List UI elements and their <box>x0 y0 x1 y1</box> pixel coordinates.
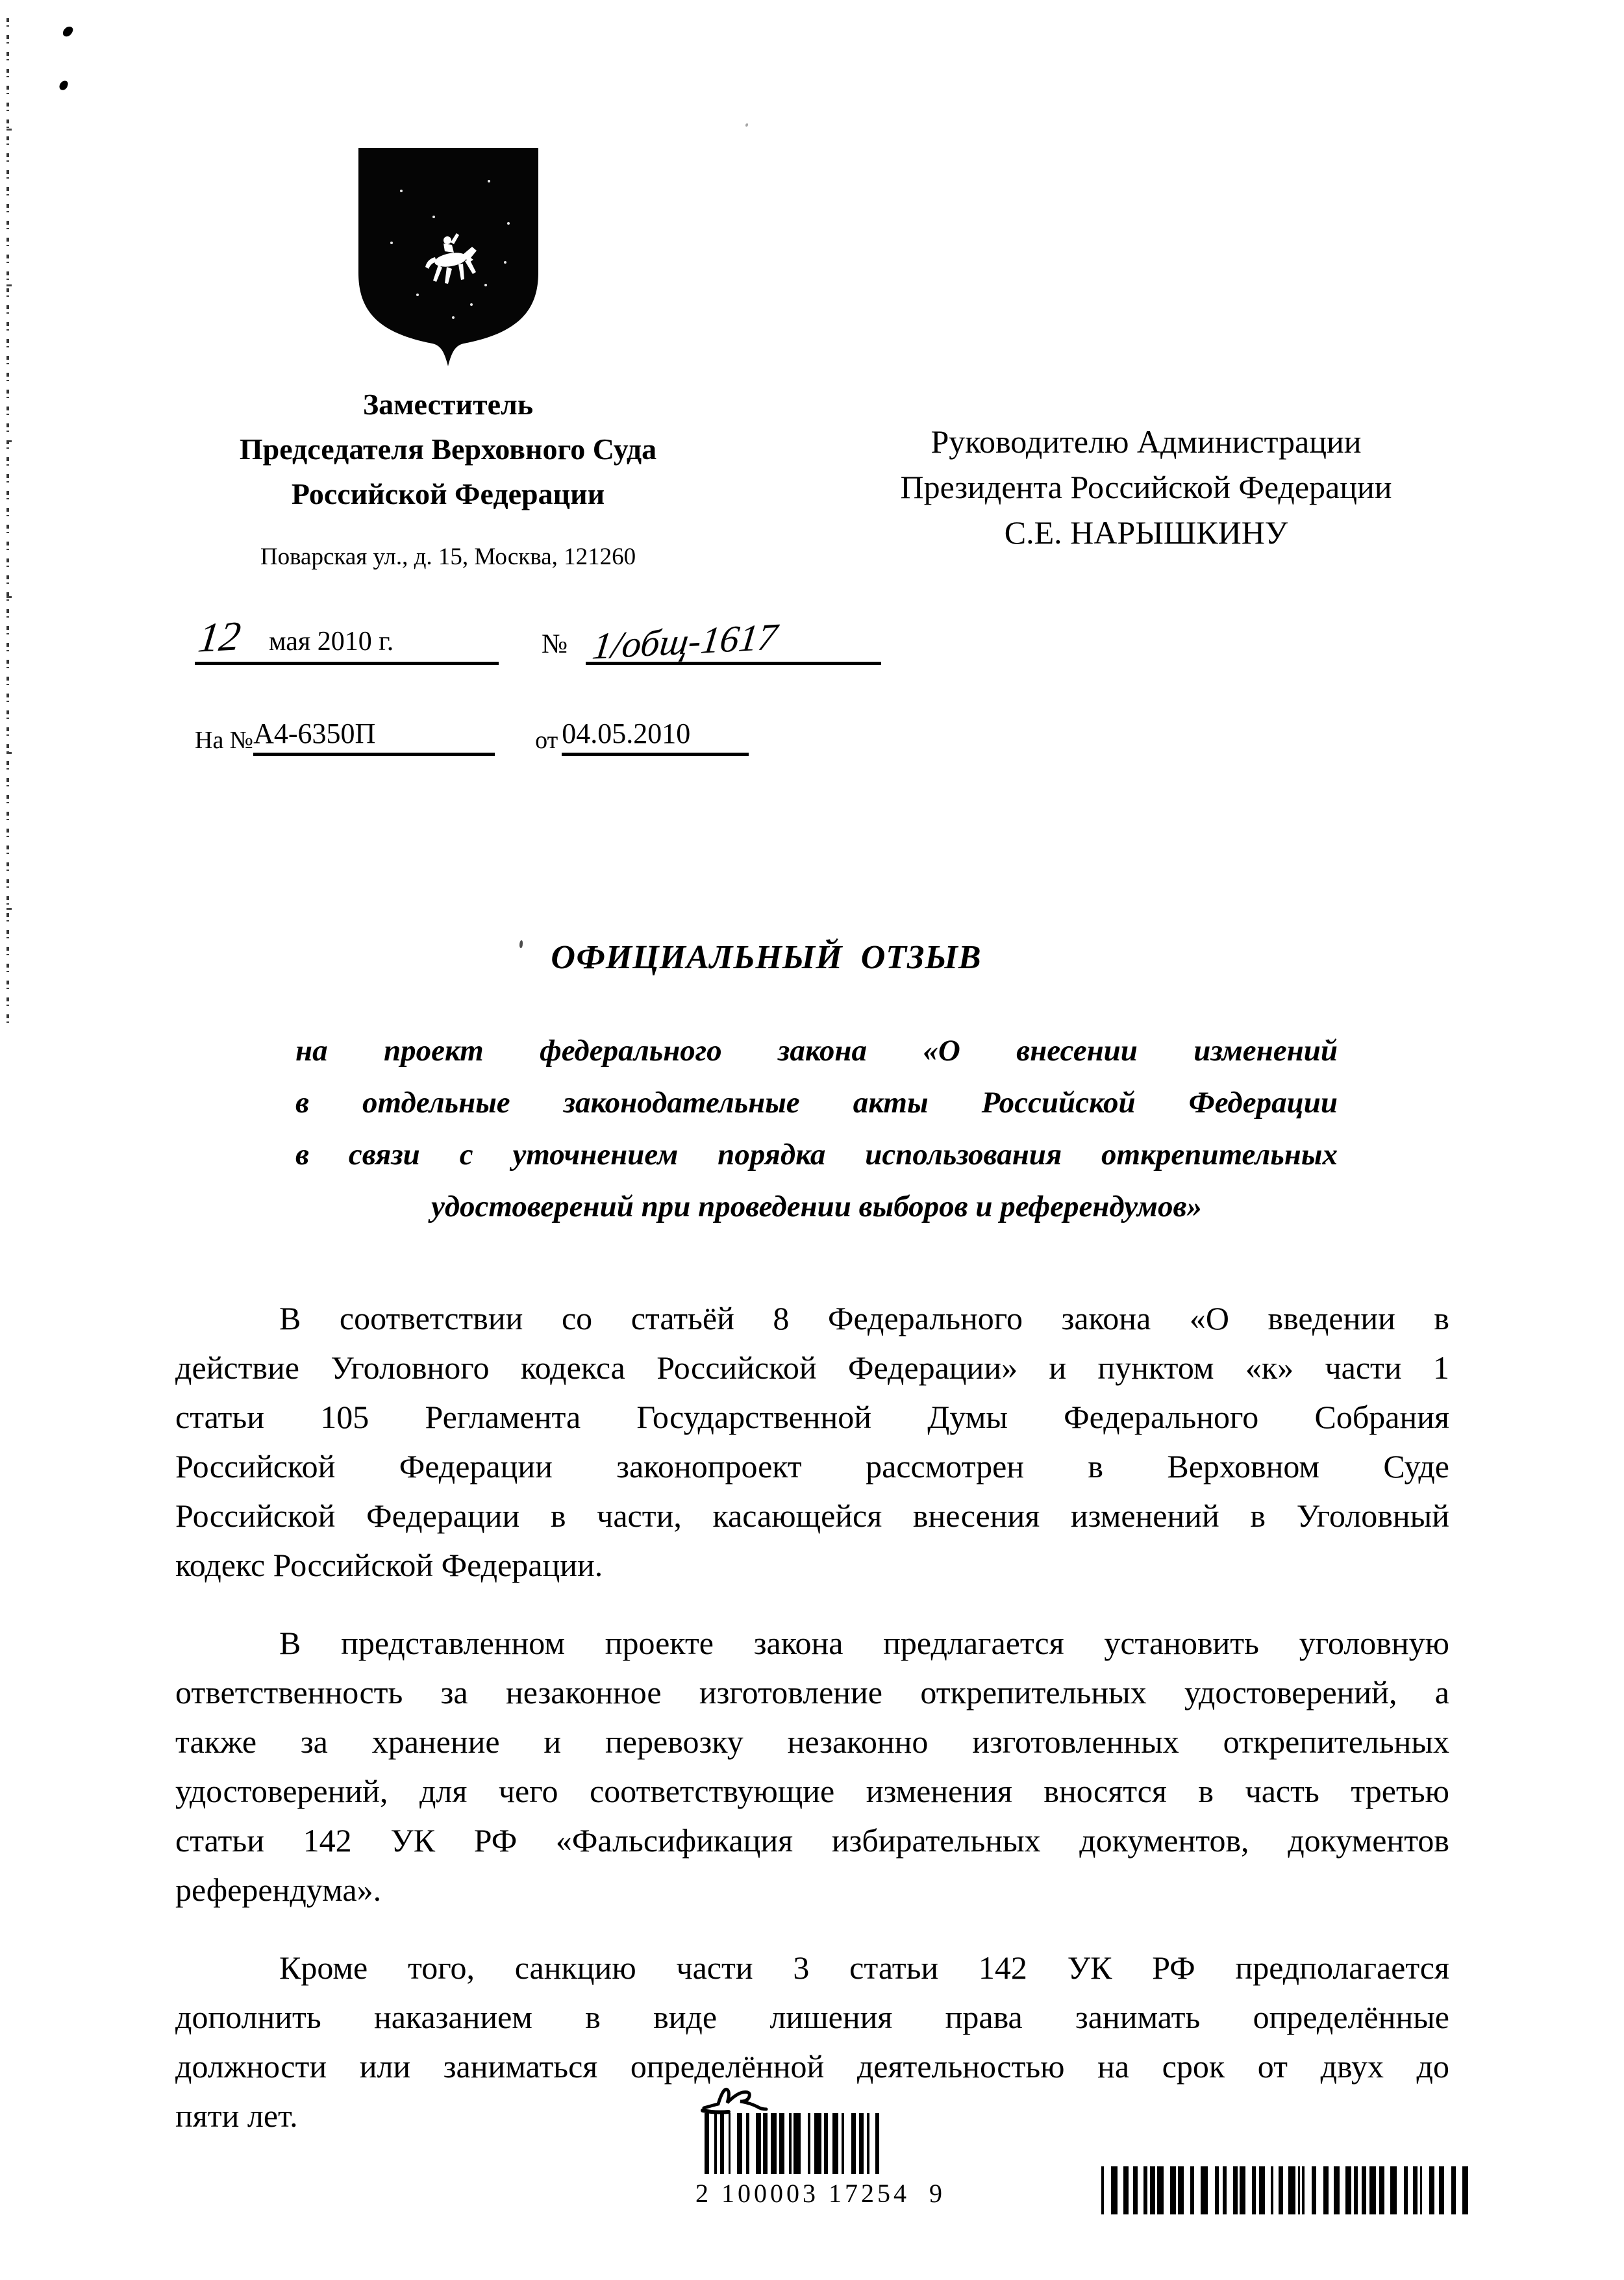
document-title: ОФИЦИАЛЬНЫЙ ОТЗЫВ <box>551 939 982 976</box>
letterhead-line: Российской Федерации <box>291 477 605 510</box>
incoming-number: А4-6350П <box>253 717 495 756</box>
paragraph-line: также за хранение и перевозку незаконно изготовленных открепительных <box>175 1723 1449 1760</box>
recipient-line: Руководителю Администрации <box>931 423 1362 460</box>
date-underline <box>195 612 499 665</box>
reference-row <box>195 713 749 756</box>
ink-speck <box>745 123 748 127</box>
barcode-plain <box>1101 2166 1466 2214</box>
subtitle-line: удостоверений при проведении выборов и референдумов» <box>431 1190 1202 1223</box>
body-paragraph <box>175 1618 1449 1914</box>
body-paragraph <box>175 1943 1449 2140</box>
recipient-line: С.Е. НАРЫШКИНУ <box>1004 514 1288 551</box>
paragraph-line: Кроме того, санкцию части 3 статьи 142 УК РФ предполагается <box>279 1949 1449 1986</box>
paragraph-line: статьи 142 УК РФ «Фальсификация избирательных документов, документов <box>175 1822 1449 1859</box>
coat-of-arms-emblem <box>356 145 541 370</box>
paragraph-line: действие Уголовного кодекса Российской Федерации» и пунктом «к» части 1 <box>175 1349 1449 1386</box>
outgoing-number-underline <box>586 615 881 668</box>
subtitle-line: в связи с уточнением порядка использования открепительных <box>295 1138 1338 1171</box>
paragraph-line: пяти лет. <box>175 2098 298 2134</box>
paragraph-line: В соответствии со статьёй 8 Федерального закона «О введении в <box>279 1300 1449 1336</box>
body-paragraph <box>175 1294 1449 1590</box>
from-label: от <box>535 727 558 754</box>
paragraph-line: Российской Федерации в части, касающейся внесения изменений в Уголовный <box>175 1497 1449 1534</box>
paragraph-line: дополнить наказанием в виде лишения права занимать определённые <box>175 1999 1449 2035</box>
document-body <box>175 1294 1449 2169</box>
number-sign: № <box>542 629 568 659</box>
scan-edge-artifact <box>6 18 12 1031</box>
subtitle-line: в отдельные законодательные акты Российской Федерации <box>295 1086 1338 1120</box>
paragraph-line: ответственность за незаконное изготовление открепительных удостоверений, а <box>175 1674 1449 1710</box>
letterhead-block <box>162 382 734 571</box>
paragraph-line: статьи 105 Регламента Государственной Думы Федерального Собрания <box>175 1399 1449 1435</box>
letterhead-line: Заместитель <box>362 388 534 421</box>
handwritten-outgoing-number: 1/общ-1617 <box>590 615 780 668</box>
ink-speck <box>58 80 68 92</box>
document-subtitle <box>295 1025 1338 1233</box>
printed-date: мая 2010 г. <box>269 627 394 657</box>
recipient-line: Президента Российской Федерации <box>900 469 1392 505</box>
paragraph-line: В представленном проекте закона предлагается установить уголовную <box>279 1625 1449 1661</box>
paragraph-line: удостоверений, для чего соответствующие изменения вносятся в часть третью <box>175 1773 1449 1809</box>
paragraph-line: референдума». <box>175 1872 382 1908</box>
barcode-with-digits <box>695 2113 945 2209</box>
incoming-date: 04.05.2010 <box>562 717 749 756</box>
handwritten-day: 12 <box>195 612 244 661</box>
letterhead-address: Поварская ул., д. 15, Москва, 121260 <box>260 544 636 570</box>
barcode-bars <box>1101 2166 1466 2214</box>
subtitle-line: на проект федерального закона «О внесении изменений <box>295 1034 1338 1068</box>
paragraph-line: Российской Федерации законопроект рассмотрен в Верховном Суде <box>175 1448 1449 1485</box>
paragraph-line: должности или заниматься определённой деятельностью на срок от двух до <box>175 2048 1449 2085</box>
letterhead-line: Председателя Верховного Суда <box>239 432 657 466</box>
reference-label: На № <box>195 727 254 754</box>
date-number-row <box>195 603 881 668</box>
ink-speck <box>62 25 74 38</box>
barcode-digits: 2 100003 17254 9 <box>695 2179 945 2208</box>
paragraph-line: кодекс Российской Федерации. <box>175 1547 603 1583</box>
barcode-bars <box>705 2113 884 2174</box>
handwritten-mark <box>700 2082 771 2116</box>
recipient-block <box>818 419 1474 555</box>
